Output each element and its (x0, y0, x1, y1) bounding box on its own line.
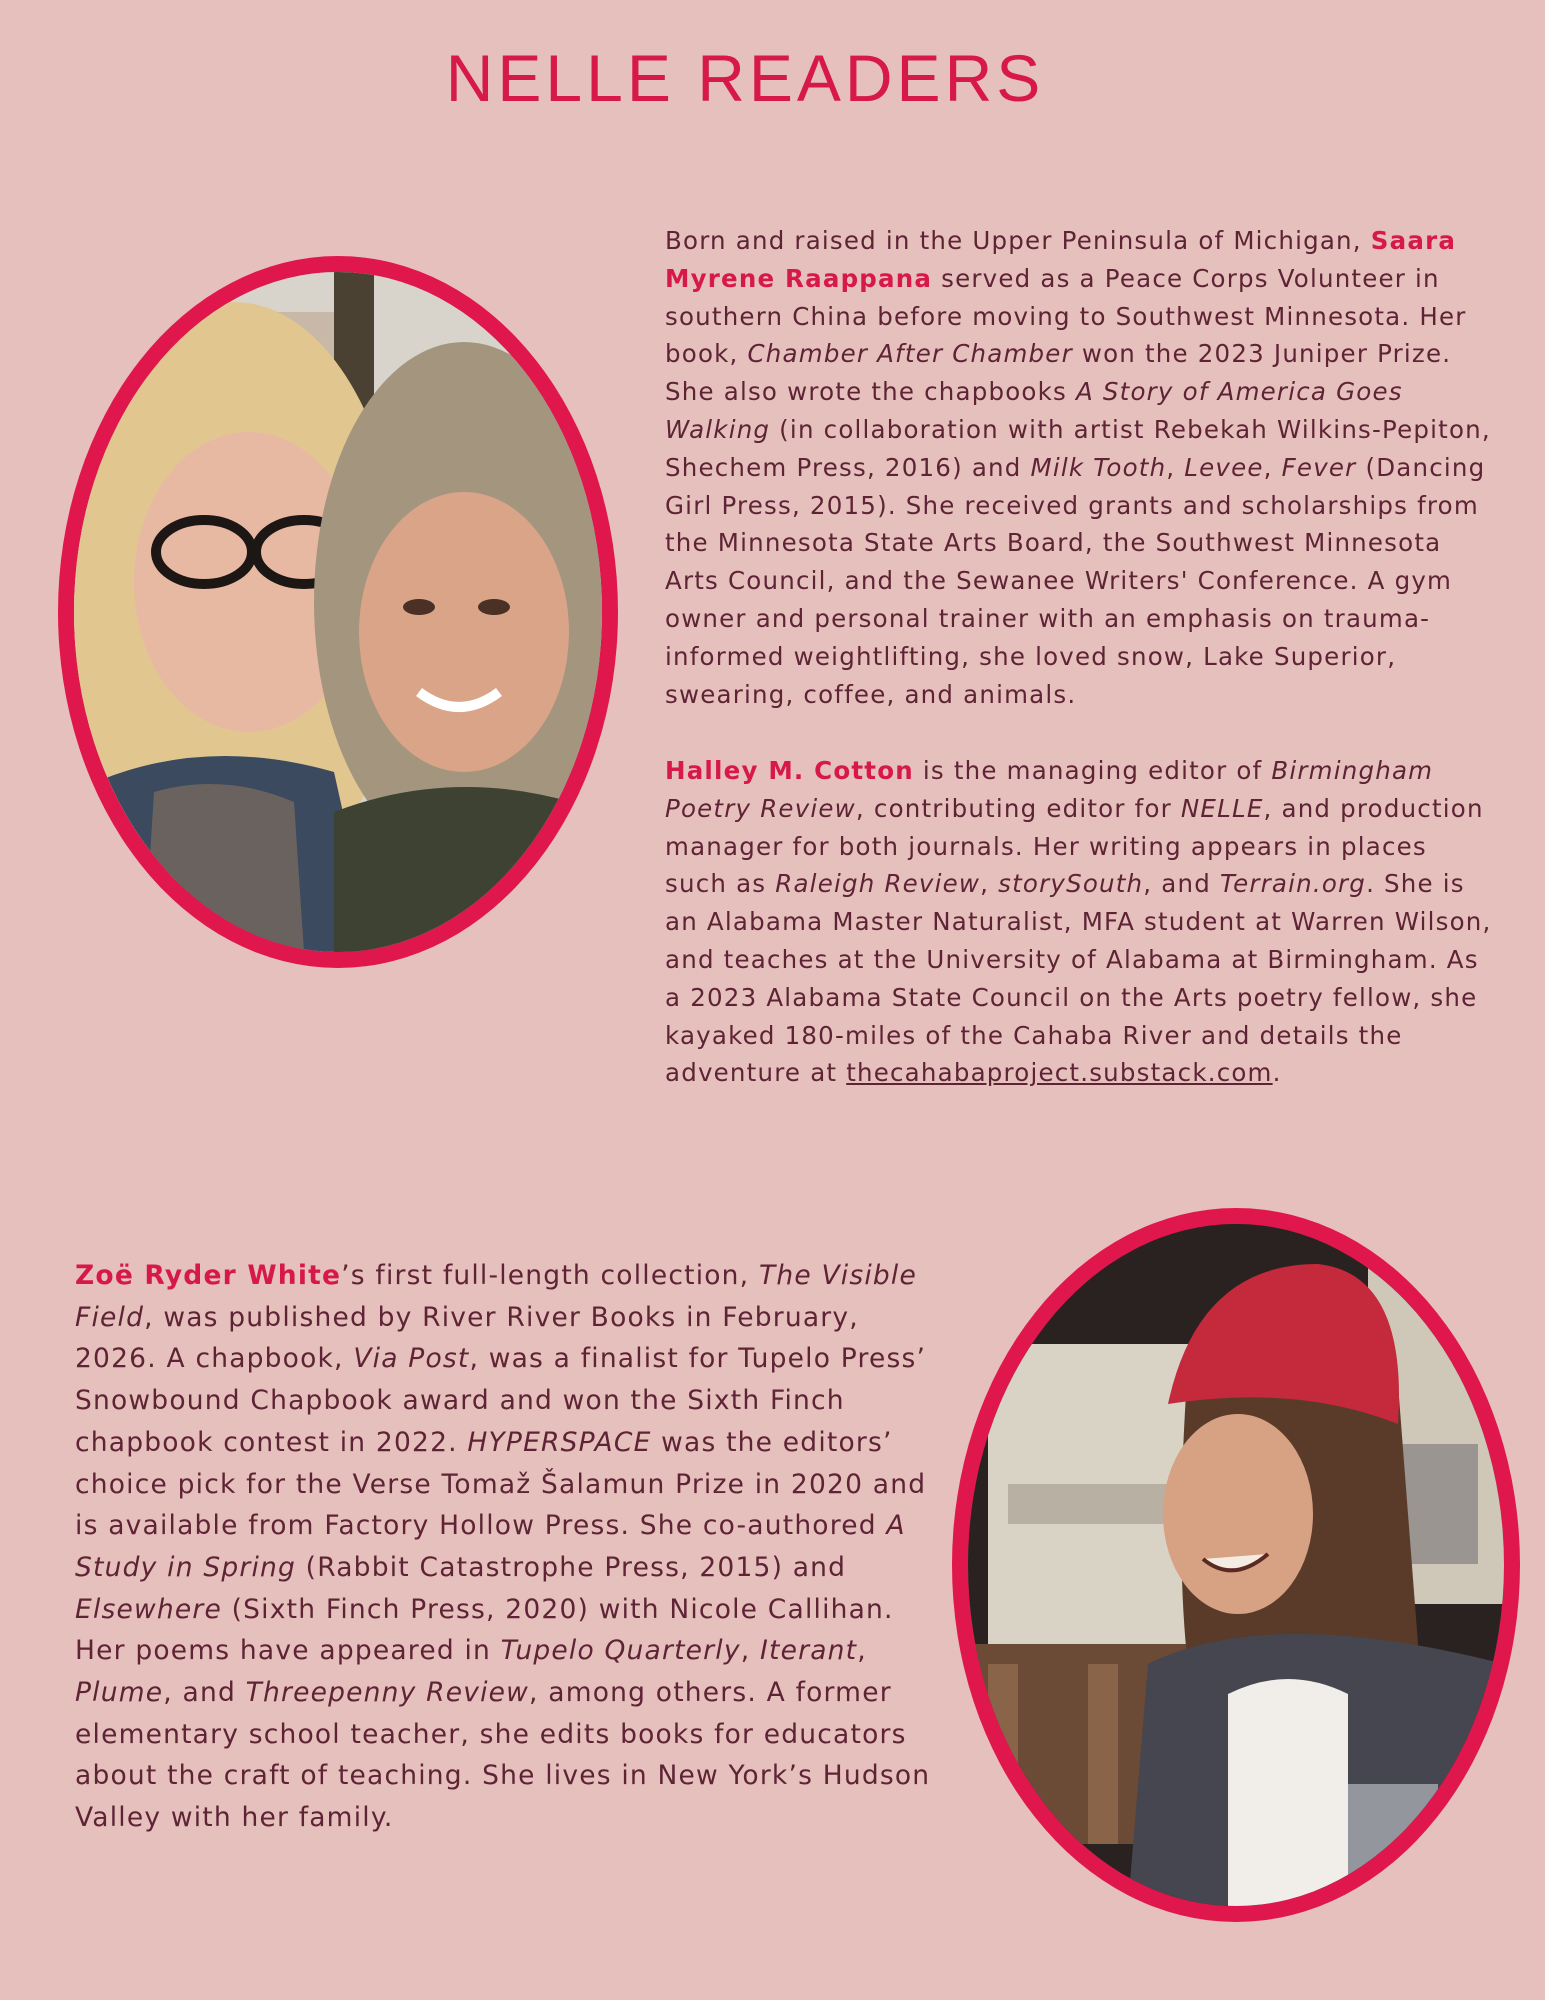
journal-title: Plume (75, 1677, 164, 1709)
book-title: Via Post (353, 1343, 470, 1375)
journal-title: Tupelo Quarterly (500, 1635, 741, 1667)
book-title: HYPERSPACE (467, 1426, 652, 1458)
bio-text: ’s first full-length collection, (341, 1260, 759, 1291)
bio-zoe-ryder-white (75, 1255, 935, 1839)
bio-paragraph (665, 222, 1495, 713)
journal-title: Birmingham Poetry Review (665, 756, 1434, 823)
reader-name-saara: Saara Myrene Raappana (665, 226, 1457, 293)
bio-saara-raappana (665, 222, 1495, 713)
reader-name-halley: Halley M. Cotton (665, 756, 914, 785)
book-title: Milk Tooth (1030, 452, 1167, 482)
bio-text: , (740, 1635, 760, 1667)
book-title: Fever (1281, 452, 1357, 482)
bio-text: , (857, 1635, 867, 1667)
bio-text: was the editors’ choice pick for the Verse Tomaž Šalamun Prize in 2020 and is available from Factory Hollow Press. She co-authored (75, 1426, 927, 1542)
journal-title: Terrain.org (1219, 869, 1367, 899)
bio-text: , was a finalist for Tupelo Press’ Snowbound Chapbook award and won the Sixth Finch chapbook contest in 2022. (75, 1343, 927, 1458)
photo-zoe-ryder-white (952, 1208, 1520, 1922)
bio-text: Born and raised in the Upper Peninsula of Michigan, (665, 226, 1371, 255)
bio-text: . She is an Alabama Master Naturalist, MFA student at Warren Wilson, and teaches at the University of Alabama at Birmingham. As a 2023 Alabama State Council on the Arts poetry fellow, she kayaked 180-miles of the Cahaba River and details the adventure at (665, 869, 1492, 1088)
bio-text: (Dancing Girl Press, 2015). She received grants and scholarships from the Minnesota State Arts Board, the Southwest Minnesota Arts Council, and the Sewanee Writers' Conference. A gym owner and personal trainer with an emphasis on trauma-informed weightlifting, she loved snow, Lake Superior, swearing, coffee, and animals. (665, 452, 1486, 709)
cahaba-project-link[interactable]: thecahabaproject.substack.com (846, 1058, 1273, 1088)
journal-title: storySouth (998, 869, 1144, 899)
page-title: NELLE READERS (445, 41, 1045, 115)
book-title: A Study in Spring (75, 1510, 906, 1583)
bio-text: (Sixth Finch Press, 2020) with Nicole Callihan. Her poems have appeared in (75, 1593, 894, 1667)
photo-illustration (74, 272, 602, 952)
book-title: Levee (1184, 452, 1264, 482)
bio-text: , and production manager for both journals. Her writing appears in places such as (665, 793, 1484, 899)
bio-text: , (1263, 452, 1282, 482)
journal-title: Threepenny Review (245, 1677, 530, 1709)
bio-paragraph (75, 1255, 935, 1839)
bio-text: is the managing editor of (913, 756, 1272, 785)
book-title: The Visible Field (75, 1260, 917, 1333)
bio-text: (in collaboration with artist Rebekah Wilkins-Pepiton, Shechem Press, 2016) and (665, 414, 1491, 482)
bio-text: , and (163, 1677, 246, 1709)
book-title: Elsewhere (75, 1593, 222, 1625)
bio-paragraph (665, 752, 1495, 1092)
bio-text: . (1272, 1058, 1282, 1088)
book-title: A Story of America Goes Walking (665, 377, 1403, 444)
bio-text: , (1166, 452, 1185, 482)
bio-text: , (980, 869, 999, 899)
bio-text: won the 2023 Juniper Prize. She also wrote the chapbooks (665, 339, 1452, 407)
bio-text: , among others. A former elementary school teacher, she edits books for educators about the craft of teaching. She lives in New York’s Hudson Valley with her family. (75, 1677, 931, 1834)
bio-text: (Rabbit Catastrophe Press, 2015) and (296, 1551, 847, 1583)
journal-title: NELLE (1180, 793, 1264, 823)
bio-halley-cotton (665, 752, 1495, 1092)
bio-text: served as a Peace Corps Volunteer in southern China before moving to Southwest Minnesota. Her book, (665, 263, 1467, 369)
journal-title: Raleigh Review (775, 869, 981, 899)
bio-text: , contributing editor for (855, 793, 1181, 823)
reader-name-zoe: Zoë Ryder White (75, 1260, 342, 1291)
photo-illustration (968, 1224, 1504, 1906)
bio-text: , was published by River River Books in February, 2026. A chapbook, (75, 1301, 859, 1375)
bio-text: , and (1143, 869, 1220, 899)
book-title: Chamber After Chamber (747, 339, 1073, 369)
journal-title: Iterant (759, 1635, 858, 1667)
photo-saara-and-halley (58, 256, 618, 968)
